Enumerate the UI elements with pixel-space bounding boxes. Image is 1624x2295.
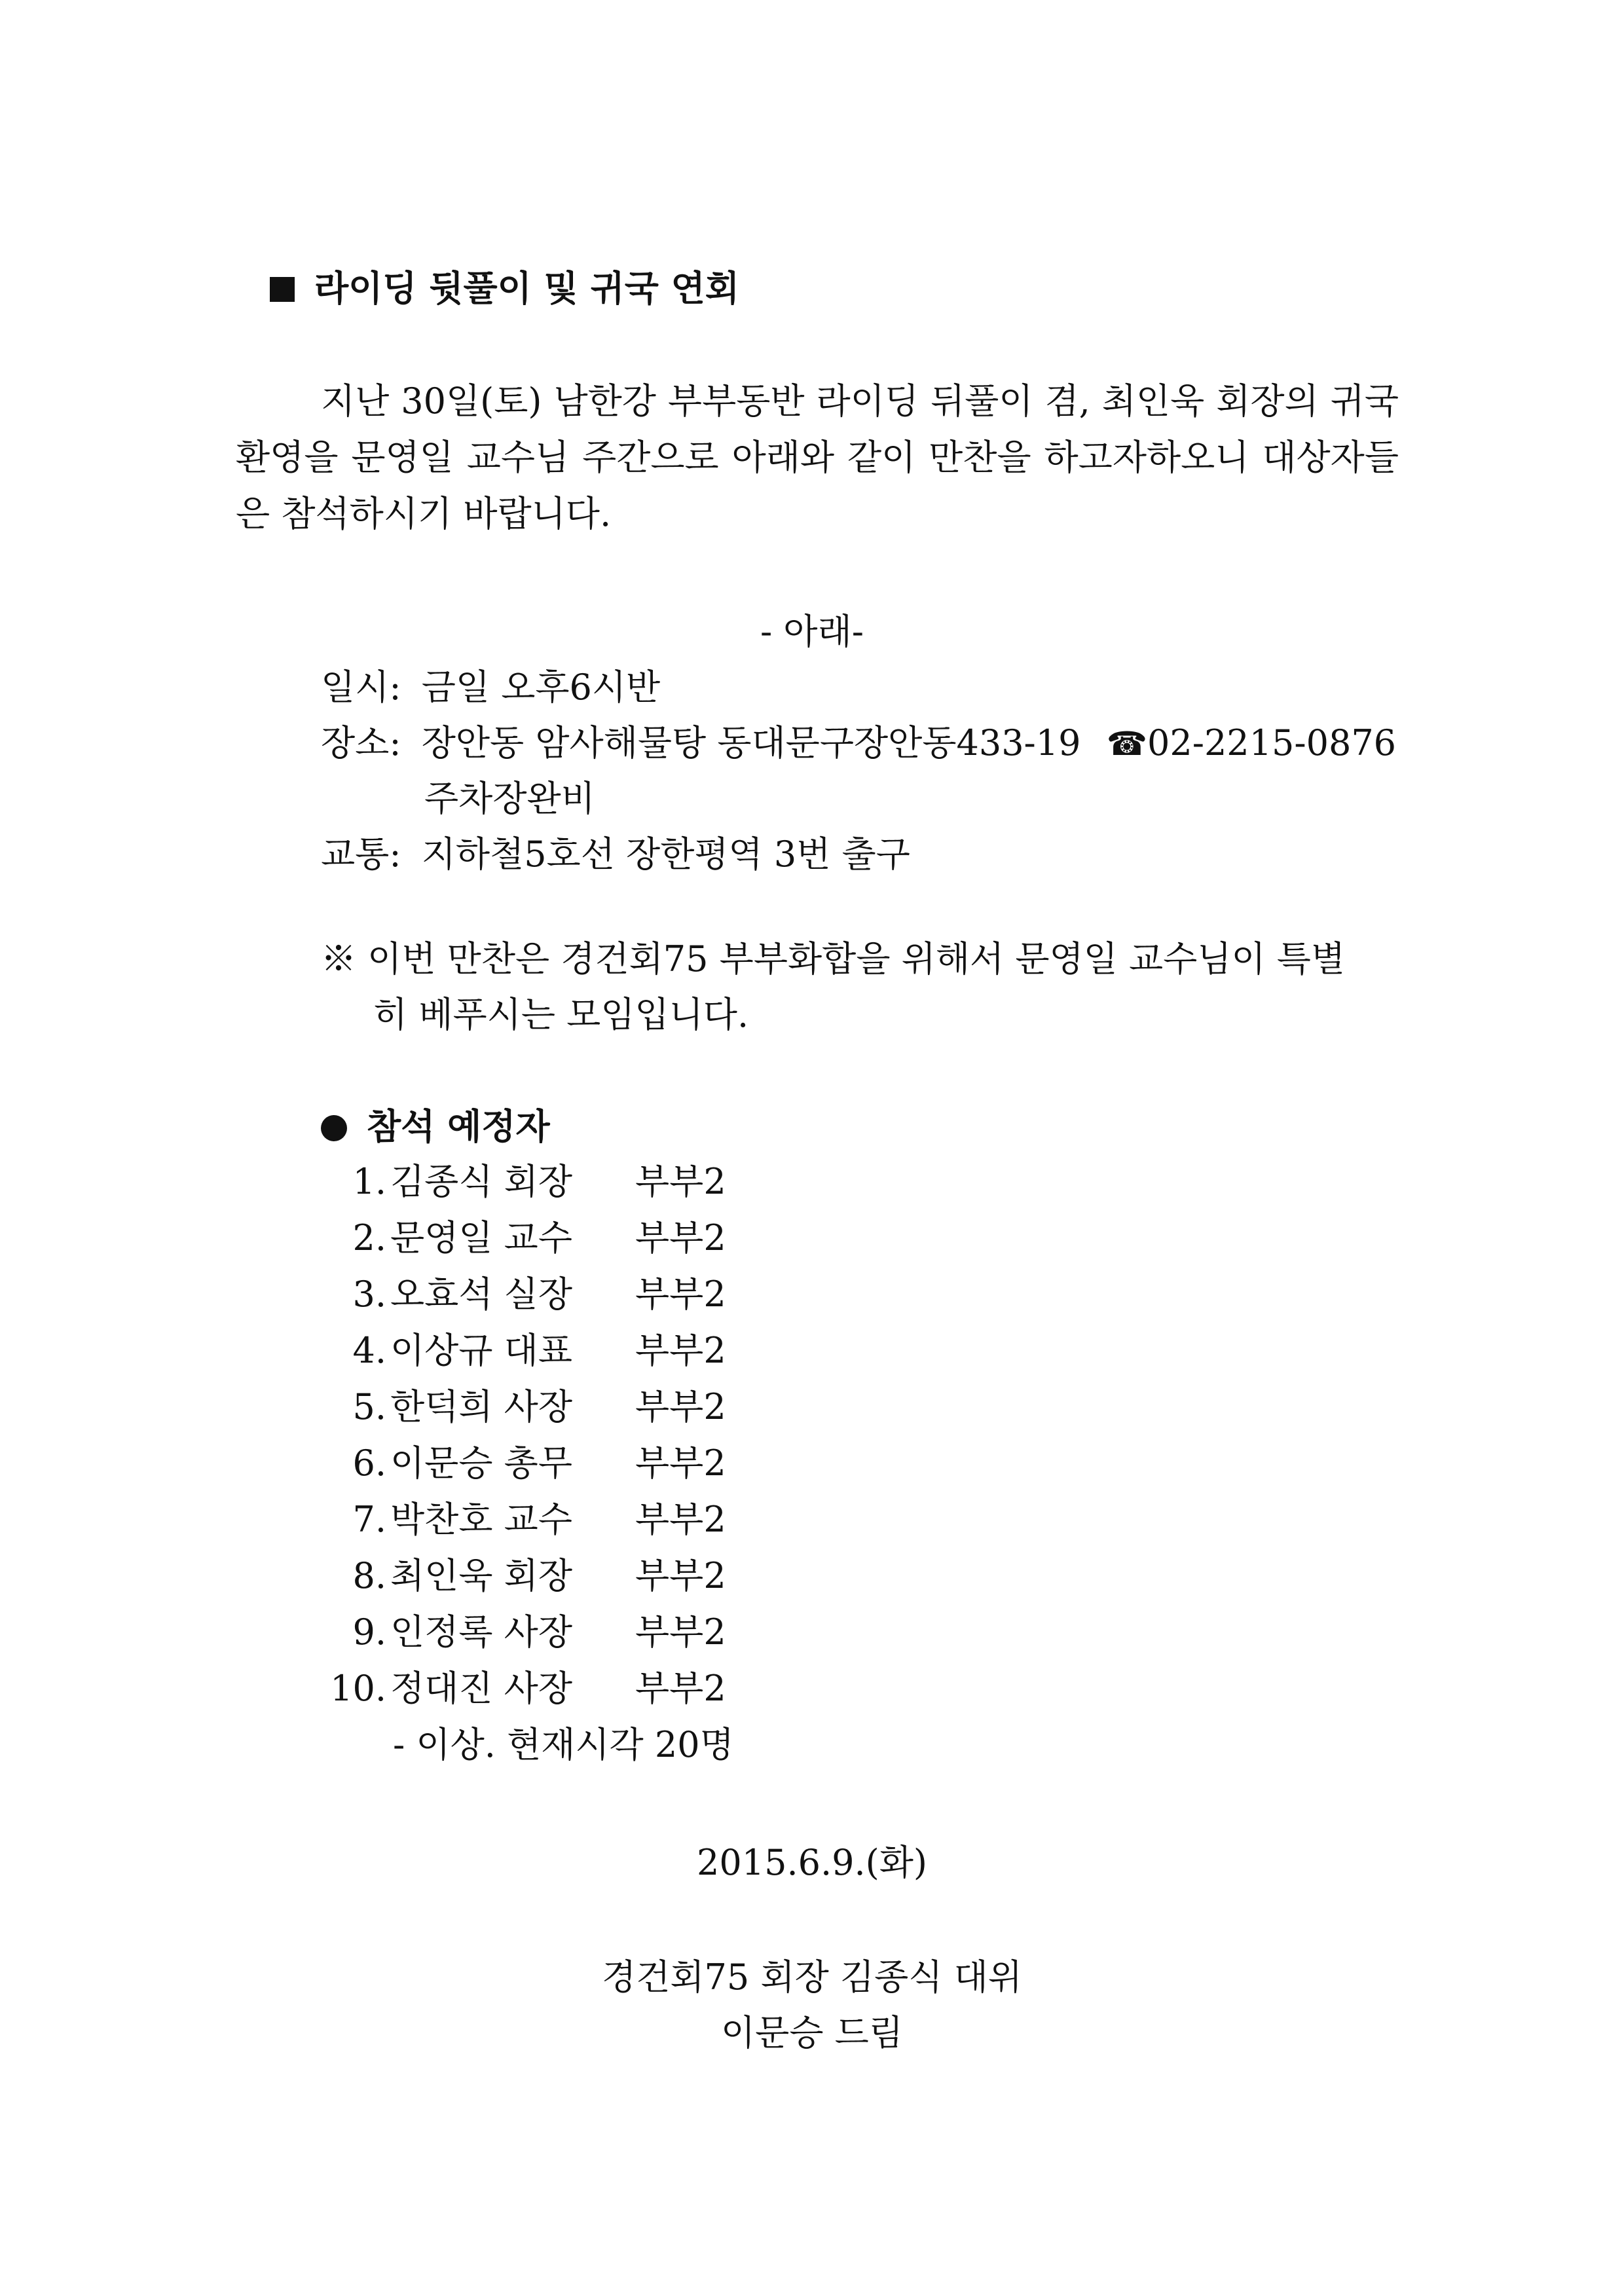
attendee-name: 박찬호 교수	[390, 1499, 572, 1540]
title-text: 라이딩 뒷풀이 및 귀국 연회	[314, 267, 740, 309]
note-line-1: ※ 이번 만찬은 경건회75 부부화합을 위해서 문영일 교수님이 특별	[321, 938, 1346, 980]
attendee-number: 6.	[352, 1442, 386, 1484]
transit-label: 교통:	[321, 834, 401, 875]
place-label: 장소:	[321, 722, 401, 763]
square-bullet-icon	[270, 277, 295, 302]
attendee-count: 부부2	[635, 1611, 726, 1653]
attendee-name: 이상규 대표	[390, 1330, 572, 1371]
circle-bullet-icon	[321, 1115, 347, 1141]
attendee-count: 부부2	[635, 1442, 726, 1484]
section-title	[270, 265, 739, 311]
attendee-count: 부부2	[635, 1330, 726, 1371]
transit-value: 지하철5호선 장한평역 3번 출구	[421, 834, 910, 875]
notice-heading: - 아래-	[760, 611, 864, 652]
attendee-number: 9.	[352, 1611, 386, 1653]
attendee-name: 김종식 회장	[390, 1161, 572, 1202]
attendee-name: 한덕희 사장	[390, 1386, 572, 1427]
attendees-heading: 참석 예정자	[321, 1103, 550, 1149]
attendee-name: 이문승 총무	[390, 1442, 572, 1484]
attendee-number: 4.	[352, 1330, 386, 1371]
attendee-name: 최인욱 회장	[390, 1555, 572, 1596]
attendee-count: 부부2	[635, 1274, 726, 1315]
phone-icon: ☎	[1106, 725, 1147, 763]
attendee-name: 정대진 사장	[390, 1668, 572, 1709]
time-value: 금일 오후6시반	[421, 667, 661, 708]
document-date: 2015.6.9.(화)	[697, 1842, 927, 1883]
detail-transit	[321, 832, 910, 877]
attendee-number: 7.	[352, 1499, 386, 1540]
attendee-count: 부부2	[635, 1668, 726, 1709]
signature-line-2: 이문승 드림	[721, 2012, 903, 2053]
signature-line-1: 경건회75 회장 김종식 대위	[602, 1956, 1022, 1998]
attendees-total: - 이상. 현재시각 20명	[393, 1724, 734, 1765]
attendee-count: 부부2	[635, 1386, 726, 1427]
attendee-number: 10.	[330, 1668, 386, 1709]
intro-paragraph: 지난 30일(토) 남한강 부부동반 라이딩 뒤풀이 겸, 최인욱 회장의 귀국환영을 문영일 교수님 주간으로 아래와 같이 만찬을 하고자하오니 대상자들은 참석하시기 바랍니다.	[236, 380, 1399, 534]
place-value: 장안동 암사해물탕 동대문구장안동433-19	[421, 722, 1081, 763]
attendee-name: 오효석 실장	[390, 1274, 572, 1315]
attendee-count: 부부2	[635, 1217, 726, 1258]
attendee-number: 2.	[352, 1217, 386, 1258]
note-line-2: 히 베푸시는 모임입니다.	[373, 994, 749, 1035]
attendee-number: 8.	[352, 1555, 386, 1596]
detail-parking: 주차장완비	[424, 778, 595, 819]
attendee-number: 1.	[352, 1161, 386, 1202]
time-label: 일시:	[321, 667, 401, 708]
phone-number: 02-2215-0876	[1147, 722, 1397, 763]
attendee-number: 5.	[352, 1386, 386, 1427]
attendee-number: 3.	[352, 1274, 386, 1315]
attendee-name: 인정록 사장	[390, 1611, 572, 1653]
attendee-count: 부부2	[635, 1499, 726, 1540]
attendee-count: 부부2	[635, 1555, 726, 1596]
detail-time	[321, 665, 660, 710]
attendee-name: 문영일 교수	[390, 1217, 572, 1258]
detail-place	[321, 720, 1396, 767]
attendee-count: 부부2	[635, 1161, 726, 1202]
